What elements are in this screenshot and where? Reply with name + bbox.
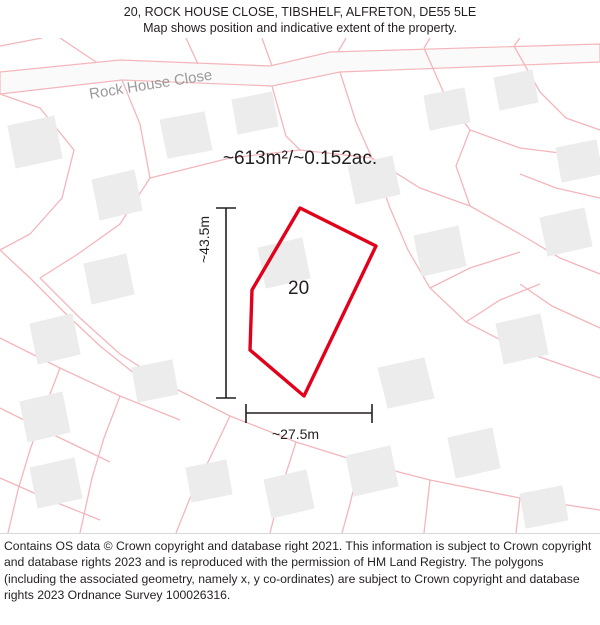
copyright-text: Contains OS data © Crown copyright and database right 2021. This information is subject to Crown copyright and database rights 2023 and is reproduced with the permission of HM Land Registry. The polygons (including the associated geometry, namely x, y co-ordinates) are subject to Crown copyright and database rights 2023 Ordnance Survey 100026316. (4, 539, 592, 602)
horizontal-dimension-label: ~27.5m (272, 426, 320, 442)
vertical-dimension-label: ~43.5m (196, 215, 212, 263)
street-name-label: Rock House Close (88, 66, 214, 103)
page-title: 20, ROCK HOUSE CLOSE, TIBSHELF, ALFRETON, DE55 5LE (123, 5, 477, 19)
map-header (0, 0, 600, 38)
page-subtitle: Map shows position and indicative extent of the property. (143, 21, 457, 35)
map-footer (0, 533, 600, 625)
plot-area-label: ~613m²/~0.152ac. (222, 148, 378, 169)
map-canvas[interactable] (0, 38, 600, 533)
plot-number-label: 20 (288, 278, 310, 299)
